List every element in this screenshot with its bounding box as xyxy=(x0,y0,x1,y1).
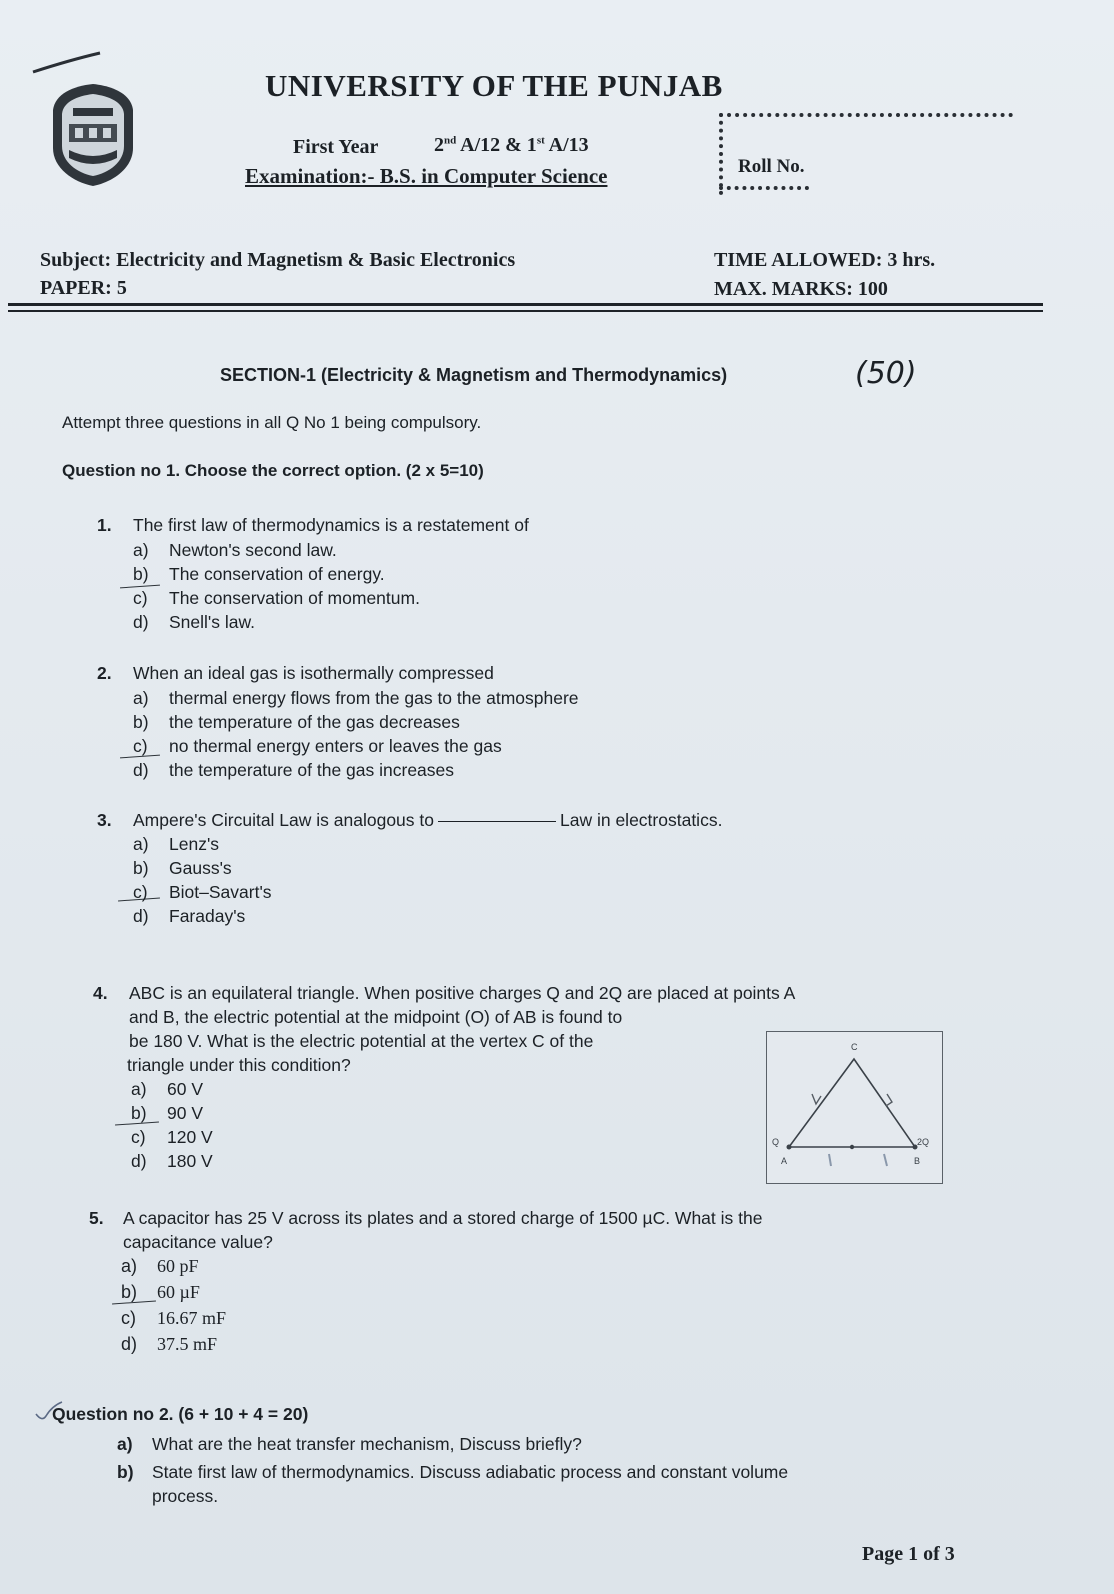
batch-label: 2nd A/12 & 1st A/13 xyxy=(434,134,589,156)
question-2-part-a: a) What are the heat transfer mechanism, Discuss briefly? xyxy=(117,1434,582,1454)
mcq-2-option-d: d) the temperature of the gas increases xyxy=(133,760,455,780)
mcq-5-option-d: d) 37.5 mF xyxy=(121,1334,218,1354)
year-label: First Year xyxy=(293,136,379,158)
mcq-1-option-c: c) The conservation of momentum. xyxy=(133,588,420,608)
mcq-1-option-d: d) Snell's law. xyxy=(133,612,256,632)
mcq-2-option-c: c) no thermal energy enters or leaves the gas xyxy=(133,736,502,756)
mcq-4-stem-line-4: triangle under this condition? xyxy=(127,1055,351,1075)
pen-mark xyxy=(30,50,105,78)
mcq-1-option-b: b) The conservation of energy. xyxy=(133,564,385,584)
mcq-3-option-c: c) Biot–Savart's xyxy=(133,882,272,902)
mcq-4-stem-line-3: be 180 V. What is the electric potential at the vertex C of the xyxy=(129,1031,594,1051)
question-2-heading: Question no 2. (6 + 10 + 4 = 20) xyxy=(52,1404,309,1424)
mcq-4-option-c: c) 120 V xyxy=(131,1127,213,1147)
mcq-4-stem-line-1: 4. ABC is an equilateral triangle. When positive charges Q and 2Q are placed at points A xyxy=(93,983,796,1003)
mcq-5-stem-line-1: 5. A capacitor has 25 V across its plates and a stored charge of 1500 µC. What is the xyxy=(89,1208,763,1228)
fill-in-blank xyxy=(438,821,556,822)
instruction-text: Attempt three questions in all Q No 1 being compulsory. xyxy=(62,413,482,432)
mcq-1-option-a: a) Newton's second law. xyxy=(133,540,337,560)
roll-number-box xyxy=(719,113,1013,195)
mcq-4-option-a: a) 60 V xyxy=(131,1079,203,1099)
vertex-b-label: B xyxy=(914,1156,921,1166)
mcq-4-option-b: b) 90 V xyxy=(131,1103,203,1123)
subject-line: Subject: Electricity and Magnetism & Basic Electronics xyxy=(40,249,516,271)
university-name: UNIVERSITY OF THE PUNJAB xyxy=(265,68,723,103)
mcq-1-stem: 1. The first law of thermodynamics is a restatement of xyxy=(97,515,529,535)
mcq-5-option-a: a) 60 pF xyxy=(121,1256,199,1276)
mcq-5-stem-line-2: capacitance value? xyxy=(123,1232,273,1252)
header-divider xyxy=(8,303,1043,306)
question-2-part-b-line-1: b) State first law of thermodynamics. Discuss adiabatic process and constant volume xyxy=(117,1462,789,1482)
mcq-2-option-b: b) the temperature of the gas decreases xyxy=(133,712,460,732)
max-marks: MAX. MARKS: 100 xyxy=(714,278,888,300)
header-divider-second xyxy=(8,310,1043,312)
time-allowed: TIME ALLOWED: 3 hrs. xyxy=(714,249,936,271)
handwritten-section-marks: (50) xyxy=(855,356,917,391)
mcq-3-option-d: d) Faraday's xyxy=(133,906,246,926)
vertex-a-label: A xyxy=(781,1156,788,1166)
triangle-figure xyxy=(766,1031,943,1184)
question-2-part-b-line-2: process. xyxy=(152,1486,219,1506)
page-number: Page 1 of 3 xyxy=(862,1543,955,1565)
paper-number: PAPER: 5 xyxy=(40,277,127,299)
mcq-3-stem: 3. Ampere's Circuital Law is analogous to Law in electrostatics. xyxy=(97,810,723,830)
mcq-5-option-c: c) 16.67 mF xyxy=(121,1308,227,1328)
equilateral-triangle-diagram xyxy=(767,1032,942,1183)
examination-title: Examination:- B.S. in Computer Science xyxy=(245,164,608,188)
vertex-c-label: C xyxy=(851,1042,858,1052)
mcq-3-option-a: a) Lenz's xyxy=(133,834,220,854)
mcq-4-option-d: d) 180 V xyxy=(131,1151,213,1171)
university-seal-icon xyxy=(47,80,139,188)
mcq-2-option-a: a) thermal energy flows from the gas to the atmosphere xyxy=(133,688,579,708)
mcq-3-option-b: b) Gauss's xyxy=(133,858,232,878)
roll-number-label: Roll No. xyxy=(738,156,805,177)
section-title: SECTION-1 (Electricity & Magnetism and Thermodynamics) xyxy=(220,365,728,385)
mcq-2-stem: 2. When an ideal gas is isothermally compressed xyxy=(97,663,494,683)
charge-q-label: Q xyxy=(772,1137,780,1147)
question-1-heading: Question no 1. Choose the correct option. (2 x 5=10) xyxy=(62,461,484,480)
mcq-4-stem-line-2: and B, the electric potential at the midpoint (O) of AB is found to xyxy=(129,1007,623,1027)
mcq-5-option-b: b) 60 µF xyxy=(121,1282,200,1302)
roll-number-box-bottom xyxy=(719,186,809,190)
charge-2q-label: 2Q xyxy=(917,1137,930,1147)
